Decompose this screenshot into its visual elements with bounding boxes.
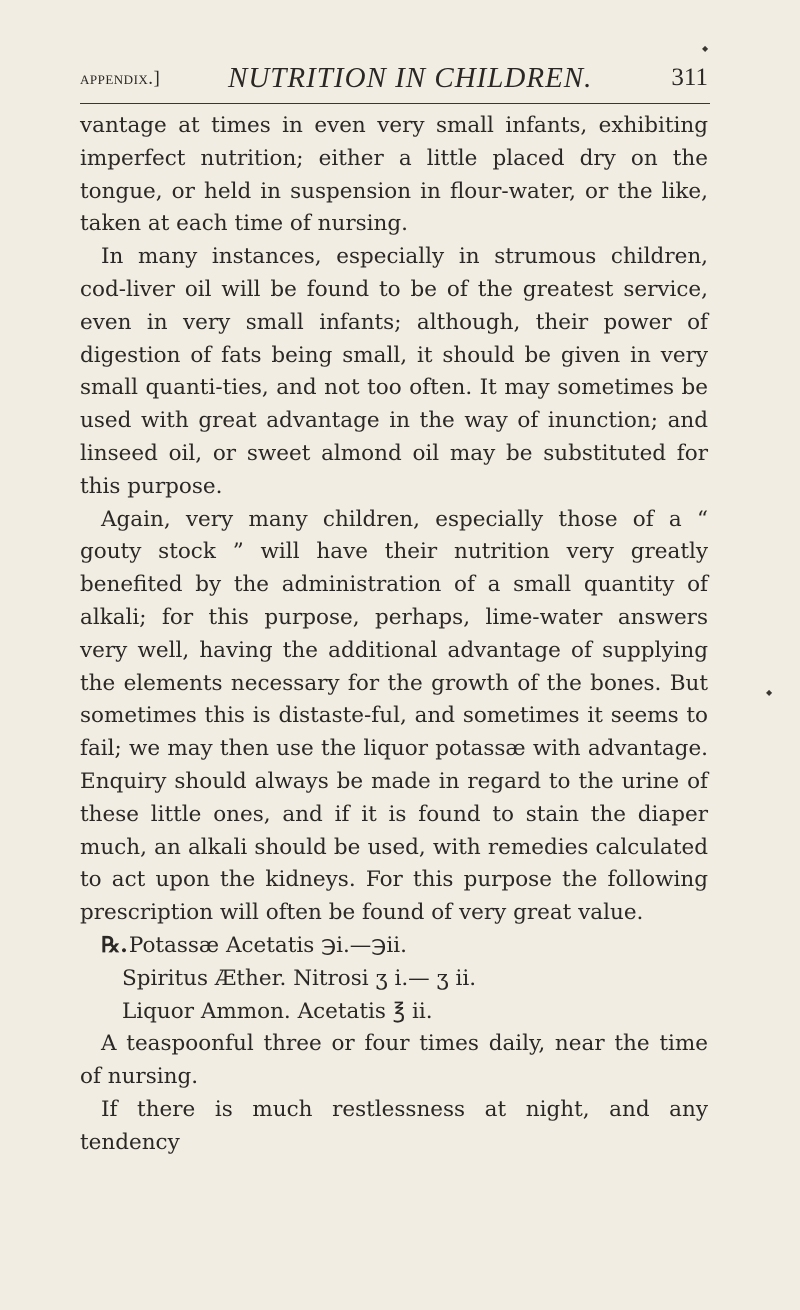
header-rule bbox=[80, 103, 710, 104]
page-title: NUTRITION IN CHILDREN. bbox=[228, 62, 593, 94]
prescription-line: Liquor Ammon. Acetatis ℥ ii. bbox=[122, 998, 433, 1024]
recipe-symbol: ℞. bbox=[101, 932, 128, 958]
paragraph: In many instances, especially in strumous children, cod-liver oil will be found to be of the greatest service, even in very small infants; although, their power of digestion of fats being small, it should be given in very small quanti-ties, and not too often. It may sometimes be used with great advantage in the way of inunction; and linseed oil, or sweet almond oil may be substituted for this purpose. bbox=[80, 244, 708, 499]
prescription bbox=[80, 930, 708, 1028]
paragraph: Again, very many children, especially those of a “ gouty stock ” will have their nutrition very greatly benefited by the administration of a small quantity of alkali; for this purpose, perhaps, lime-water answers very well, having the additional advantage of supplying the elements necessary for the growth of the bones. But sometimes this is distaste-ful, and sometimes it seems to fail; we may then use the liquor potassæ with advantage. Enquiry should always be made in regard to the urine of these little ones, and if it is found to stain the diaper much, an alkali should be used, with remedies calculated to act upon the kidneys. For this purpose the following prescription will often be found of very great value. bbox=[80, 506, 708, 926]
body-text bbox=[80, 110, 708, 1160]
page-number: 311 bbox=[671, 64, 708, 91]
paragraph: A teaspoonful three or four times daily, near the time of nursing. bbox=[80, 1031, 708, 1090]
margin-mark: ◆ bbox=[766, 688, 773, 697]
margin-mark: ◆ bbox=[702, 44, 709, 53]
running-header bbox=[80, 62, 708, 102]
prescription-line: Spiritus Æther. Nitrosi ʒ i.— ʒ ii. bbox=[122, 965, 477, 991]
paragraph: If there is much restlessness at night, and any tendency bbox=[80, 1096, 708, 1155]
section-label: appendix.] bbox=[80, 68, 161, 89]
paragraph: vantage at times in even very small infants, exhibiting imperfect nutrition; either a little placed dry on the tongue, or held in suspension in flour-water, or the like, taken at each time of nursing. bbox=[80, 113, 708, 237]
prescription-line: ℞. Potassæ Acetatis ℈i.—℈ii. bbox=[80, 930, 708, 963]
